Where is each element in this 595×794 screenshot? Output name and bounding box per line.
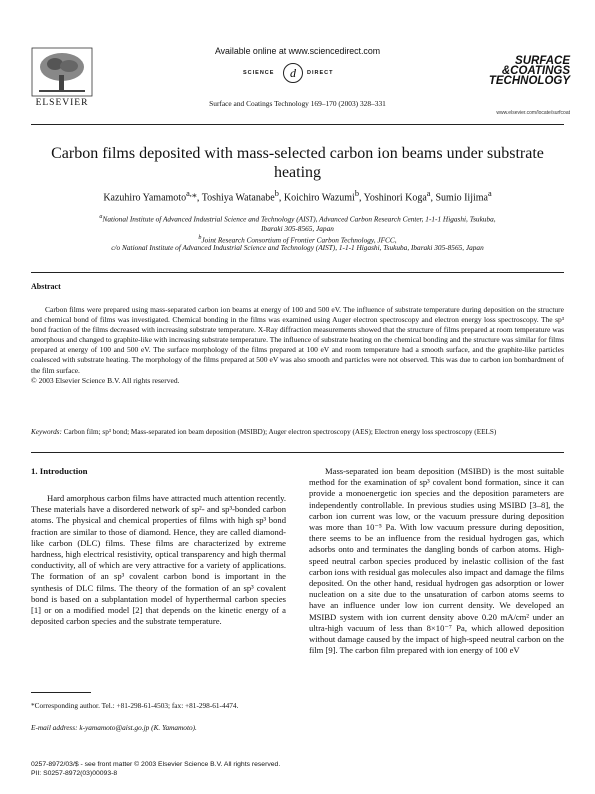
journal-logo-line: &COATINGS [501,65,570,77]
sciencedirect-logo [243,62,353,84]
abstract-body [31,305,564,386]
abstract-text: Carbon films were prepared using mass-separated carbon ion beams at energy of 100 and 500 eV. The influence of substrate temperature during deposition on the structure and chemical bond of films was investigated. Chemical bonding in the films was examined using Auger electron spectroscopy and electron energy loss spectroscopy. The sp³ bond fraction of the films decreased with increasing substrate temperature. X-Ray diffraction measurements showed that the structure of films prepared at room temperature was amorphous and changed to graphite-like with increasing substrate temperature. The influence of substrate heating on the chemical bonding and the structure was similar for films prepared at energy of 100 and 500 eV. The surface morphology of the films prepared at 100 eV and room temperature had a smooth surface, and the graphite-like particles coalesced with substrate heating. The morphology of the films prepared at 500 eV was also smooth and particles were not observed. This was due to carbon ion bombardment of the film surface. [31,305,564,375]
msibd-paragraph: Mass-separated ion beam deposition (MSIBD) is the most suitable method for the examination of sp³ covalent bond formation, since it can provide a monoenergetic ion species and the deposition parameters are independently controllable. In previous studies using MSIBD [3–8], the carbon ion current was low, or the vacuum pressure during deposition was more than 10⁻⁵ Pa. With low vacuum pressure during deposition, there seems to be an influence from the residual hydrogen gas, which adsorbs onto and terminates the dangling bonds of carbon atoms. High-speed neutral carbon species produced by inelastic collision of the fast carbon ions with residual gas molecules also impact and damage the films deposited. On the other hand, residual hydrogen gas adsorption or lower nucleation on a site due to the unsaturation of carbon atoms seems to have an influence under low ion current density. We developed an MSIBD system with ion current density above 0.20 mA/cm² under an ultra-high vacuum of less than 8×10⁻⁷ Pa, which allowed deposition without damage caused by the impact of high-speed neutral carbon on the film [9]. The carbon film prepared with ion energy of 100 eV [309,466,564,656]
affiliation-b-address: c/o National Institute of Advanced Industrial Science and Technology (AIST), 1-1-1 Higashi, Tsukuba, Ibaraki 305-8565, Japan [111,243,484,252]
abstract-bottom-rule [31,452,564,453]
available-online-text: Available online at www.sciencedirect.com [214,46,381,56]
sciencedirect-left-word: SCIENCE [243,70,275,76]
pii-line: PII: S0257-8972(03)00093-8 [31,770,118,777]
affiliation-a: $^a$National Institute of Advanced Industrial Science and Technology (AIST), Advanced Carbon Research Center, 1-1-1 Higashi, Tsukuba, Ibaraki 305-8565, Japan [99,214,496,234]
sciencedirect-at-icon [281,62,305,84]
abstract-top-rule [31,272,564,273]
right-column-text [309,466,564,656]
journal-citation: Surface and Coatings Technology 169–170 (2003) 328–331 [209,99,386,108]
sciencedirect-right-word: DIRECT [307,70,334,76]
affiliation-b: $^b$Joint Research Consortium of Frontier Carbon Technology, JFCC, [198,235,397,245]
email-footnote: E-mail address: k-yamamoto@aist.go.jp (K. Yamamoto). [31,723,197,732]
footnote-rule [31,692,91,693]
journal-url: www.elsevier.com/locate/surfcoat [496,110,570,116]
page-footer [31,760,431,778]
intro-paragraph: Hard amorphous carbon films have attracted much attention recently. These materials have a disordered network of sp²- and sp³-bonded carbon atoms. The physical and chemical properties of films with high sp³ bond fraction are similar to those of diamond. Hence, they are called diamond-like carbon (DLC) films. These films are characterized by extreme hardness, high electrical resistivity, optical transparency and high thermal conductivity, all of which are very attractive for a variety of applications. The formation of an sp³ covalent carbon bond is important in the synthesis of DLC films. The theory of the formation of an sp³ covalent bond is based on a subplantation model of hyperthermal carbon species [1] or on a modified model [2] that depends on the kinetic energy of a deposited carbon species and the substrate temperature. [31,493,286,627]
journal-logo-line: SURFACE [515,55,570,67]
copyright: © 2003 Elsevier Science B.V. All rights reserved. [31,375,180,385]
keywords [31,427,564,437]
left-column-text [31,493,286,627]
section-heading: 1. Introduction [31,466,88,476]
svg-text:d: d [290,66,296,80]
abstract-heading: Abstract [31,282,61,291]
corresponding-footnote: *Corresponding author. Tel.: +81-298-61-4503; fax: +81-298-61-4474. [31,701,239,710]
publisher-name: ELSEVIER [35,98,89,108]
journal-logo-line: TECHNOLOGY [488,75,570,87]
author-list: Kazuhiro Yamamoto$^{a,}$*, Toshiya Watanabe$^b$, Koichiro Wazumi$^b$, Yoshinori Koga$^a$, Sumio Iijima$^a$ [103,189,492,204]
keywords-text: Carbon film; sp³ bond; Mass-separated ion beam deposition (MSIBD); Auger electron spectroscopy (AES); Electron energy loss spectroscopy (EELS) [63,428,497,436]
front-matter-line: 0257-8972/03/$ - see front matter © 2003 Elsevier Science B.V. All rights reserved. [31,761,281,768]
header-rule [31,124,564,125]
keywords-label: Keywords: [31,428,62,436]
article-title: Carbon films deposited with mass-selected carbon ion beams under substrate heating [51,145,544,181]
elsevier-tree-logo [31,47,93,97]
journal-logo [480,56,570,86]
